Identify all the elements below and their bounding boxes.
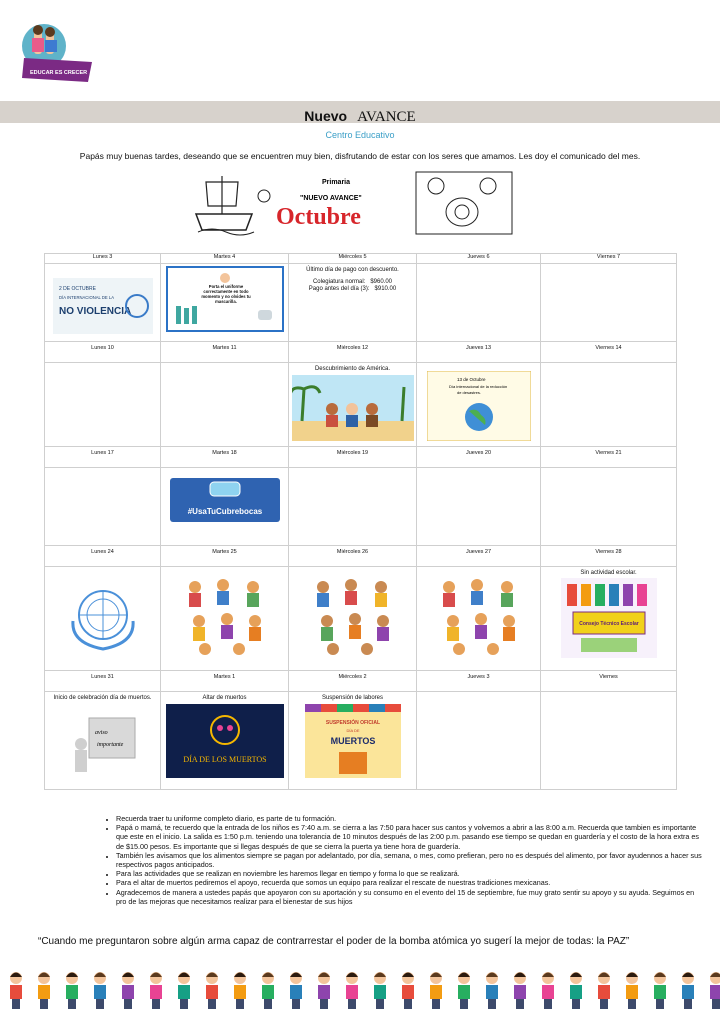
day-header: Viernes 7 [541,254,677,264]
day-header: Martes 25 [161,546,289,567]
kid-legs [600,999,608,1009]
kid-legs [208,999,216,1009]
day-cell [45,692,161,790]
kid-legs [656,999,664,1009]
kid-legs [12,999,20,1009]
kid-hair [94,973,106,978]
kid-legs [320,999,328,1009]
pirate-ship-illustration [196,176,270,235]
day-header: Martes 11 [161,342,289,363]
kid-hair [374,973,386,978]
day-cell [417,567,541,671]
kid-hair [178,973,190,978]
svg-text:Consejo Técnico Escolar: Consejo Técnico Escolar [578,621,639,627]
kid-hair [234,973,246,978]
kid-legs [376,999,384,1009]
svg-text:DÍA INTERNACIONAL DE LA: DÍA INTERNACIONAL DE LA [58,295,114,300]
kid-body [682,985,694,999]
kid-hair [318,973,330,978]
day-header: Lunes 24 [45,546,161,567]
kid-hair [626,973,638,978]
day-cell [45,567,161,671]
kid-legs [460,999,468,1009]
list-item: • Para las actividades que se realizan en noviembre les haremos llegar en tiempo y forma lo que se realizará. [116,869,706,878]
kid-legs [712,999,720,1009]
day-header: Lunes 17 [45,447,161,468]
day-cell [541,692,677,790]
kid-legs [180,999,188,1009]
title-avance: AVANCE [357,109,416,125]
day-cell [417,363,541,447]
kid-legs [152,999,160,1009]
payment-normal: Colegiatura normal: $960.00 [312,279,393,285]
day-header: Viernes [541,671,677,692]
logo-caption: EDUCAR ES CRECER [30,70,88,76]
kid-hair [654,973,666,978]
day-cell [161,692,289,790]
kid-hair [430,973,442,978]
cell-note: Inicio de celebración día de muertos. [53,695,152,701]
kids-costumes-image [429,573,529,663]
list-item: • También les avisamos que los alimentos siempre se pagan por adelantado, por día, semana, o mes, como prefieran, pero no es después del alimento, por favor ayudennos a hacer sus respectivos pagos anticipados. [116,851,706,869]
day-cell [289,363,417,447]
day-cell [417,468,541,546]
kid-body [346,985,358,999]
svg-text:#UsaTuCubrebocas: #UsaTuCubrebocas [187,507,262,516]
day-cell [289,567,417,671]
payment-title: Último día de pago con descuento. [306,267,399,273]
kid-hair [290,973,302,978]
usa-cubrebocas-image [170,478,280,522]
kid-body [66,985,78,999]
list-item: • Agradecemos de manera a ustedes papás que apoyaron con su aportación y su consumo en el evento del 15 de septiembre, fue muy grato sentir su apoyo y su ayuda. Seguimos en pro de las mejoras que necesitamos realizar para el bienestar de sus hijos [116,888,706,906]
svg-text:2 DE OCTUBRE: 2 DE OCTUBRE [58,286,96,292]
consejo-tecnico-image [561,578,657,658]
kid-hair [514,973,526,978]
day-header: Jueves 6 [417,254,541,264]
kid-body [710,985,720,999]
day-cell [45,468,161,546]
kid-legs [628,999,636,1009]
kid-legs [292,999,300,1009]
disaster-reduction-image [427,371,531,441]
day-header: Lunes 10 [45,342,161,363]
calendar-table [44,253,677,790]
kid-body [514,985,526,999]
kid-legs [236,999,244,1009]
page-subtitle: Centro Educativo [325,130,395,140]
month-banner [192,170,518,240]
day-header: Lunes 31 [45,671,161,692]
kid-body [654,985,666,999]
day-header: Miércoles 19 [289,447,417,468]
day-cell [289,468,417,546]
kids-border-illustration [0,968,720,1012]
kid-body [626,985,638,999]
kid-legs [516,999,524,1009]
svg-text:aviso: aviso [94,730,108,736]
kid-legs [404,999,412,1009]
cell-note: Suspensión de labores [321,695,384,701]
discovery-america-image [292,375,414,441]
day-cell [417,692,541,790]
list-item: • Papá o mamá, te recuerdo que la entrada de los niños es 7:40 a.m. se cierra a las 7:50 para hacer sus cantos y volvemos a abrir a las 8:00 a.m. Recuerda que tambien es importante que este en el inicio. La salida es 1:50 p.m. teniendo una tolerancia de 10 minutos después de las 2:00 p.m. pasando ese tiempo se quedan en guardería y el costo de la hora extra es de $15.00 pesos. Es importante que si llegas después de que se cierra la puerta ya tiene hora de guardería. [116,823,706,851]
day-cell [541,468,677,546]
kids-illustration [416,172,512,234]
day-cell [289,264,417,342]
day-cell [289,692,417,790]
day-header: Viernes 21 [541,447,677,468]
day-header: Lunes 3 [45,254,161,264]
kid-body [234,985,246,999]
day-cell [45,363,161,447]
kid-hair [206,973,218,978]
kid-body [206,985,218,999]
un-emblem-image [63,581,143,653]
reminders-list [106,814,706,906]
payment-early: Pago antes del día (3): $910.00 [308,286,397,292]
cell-note: Descubrimiento de América. [314,366,391,372]
kid-legs [96,999,104,1009]
cell-note: Sin actividad escolar. [580,570,637,576]
cell-note: Altar de muertos [202,695,247,701]
kid-hair [458,973,470,978]
kid-hair [150,973,162,978]
day-cell [417,264,541,342]
kid-hair [346,973,358,978]
kid-body [430,985,442,999]
banner-month: Octubre [276,204,361,230]
svg-text:NO VIOLENCIA: NO VIOLENCIA [58,306,131,317]
day-cell [541,363,677,447]
kid-body [598,985,610,999]
day-cell [45,264,161,342]
kid-body [178,985,190,999]
svg-text:Día internacional de la reducc: Día internacional de la reducción [448,384,507,389]
kid-body [486,985,498,999]
kid-body [10,985,22,999]
day-header: Viernes 28 [541,546,677,567]
day-header: Jueves 3 [417,671,541,692]
svg-text:SUSPENSIÓN OFICIAL: SUSPENSIÓN OFICIAL [325,720,380,726]
svg-text:de desastres.: de desastres. [456,390,481,395]
kid-hair [570,973,582,978]
kid-hair [486,973,498,978]
kid-legs [264,999,272,1009]
day-header: Martes 4 [161,254,289,264]
kid-body [458,985,470,999]
day-cell [161,468,289,546]
day-header: Martes 18 [161,447,289,468]
kid-hair [682,973,694,978]
uniform-reminder-image: Porta el uniforme correctamente en todo momento y no olvides tu mascarilla. [166,266,284,332]
kid-body [318,985,330,999]
svg-text:DÍA DE LOS MUERTOS: DÍA DE LOS MUERTOS [182,755,267,764]
kid-hair [10,973,22,978]
banner-name: "NUEVO AVANCE" [300,195,362,202]
kid-legs [572,999,580,1009]
suspension-oficial-image [305,704,401,778]
kid-hair [598,973,610,978]
svg-text:13 de Octubre: 13 de Octubre [456,377,486,382]
no-violence-image [53,278,153,334]
kid-hair [542,973,554,978]
page-title [0,108,720,126]
title-nuevo: Nuevo [304,108,348,124]
kid-legs [432,999,440,1009]
kid-hair [66,973,78,978]
kid-legs [488,999,496,1009]
dia-de-muertos-image [166,704,284,778]
day-header: Miércoles 12 [289,342,417,363]
kid-body [262,985,274,999]
day-cell [161,567,289,671]
day-header: Miércoles 2 [289,671,417,692]
kid-legs [544,999,552,1009]
day-header: Miércoles 26 [289,546,417,567]
kid-legs [348,999,356,1009]
svg-text:MUERTOS: MUERTOS [330,736,375,746]
kid-legs [68,999,76,1009]
kid-legs [40,999,48,1009]
day-header: Martes 1 [161,671,289,692]
aviso-importante-image [63,708,143,778]
day-header: Jueves 20 [417,447,541,468]
kid-body [374,985,386,999]
day-cell [161,363,289,447]
list-item: • Para el altar de muertos pediremos el apoyo, recuerda que somos un equipo para realizar el rescate de nuestras tradiciones mexicanas. [116,878,706,887]
kid-body [290,985,302,999]
kid-hair [122,973,134,978]
kid-body [150,985,162,999]
day-header: Jueves 13 [417,342,541,363]
day-header: Miércoles 5 [289,254,417,264]
list-item: • Recuerda traer tu uniforme completo diario, es parte de tu formación. [116,814,706,823]
kid-hair [402,973,414,978]
kid-legs [124,999,132,1009]
day-header: Viernes 14 [541,342,677,363]
kid-body [570,985,582,999]
kid-hair [38,973,50,978]
peace-quote: “Cuando me preguntaron sobre algún arma capaz de contrarrestar el poder de la bomba atómica yo sugerí la mejor de todas: la PAZ” [38,936,630,947]
day-cell [161,264,289,342]
svg-text:importante: importante [96,742,123,748]
banner-school: Primaria [322,179,351,186]
kid-legs [684,999,692,1009]
kid-hair [262,973,274,978]
kids-costumes-image [303,573,403,663]
kid-body [94,985,106,999]
school-logo [22,18,100,88]
greeting-text: Papás muy buenas tardes, deseando que se encuentren muy bien, disfrutando de estar con los seres que amamos. Les doy el comunicado del mes. [79,151,641,161]
day-cell [541,264,677,342]
kid-body [122,985,134,999]
kids-costumes-image [175,573,275,663]
day-cell [541,567,677,671]
kid-body [402,985,414,999]
kid-body [38,985,50,999]
kid-body [542,985,554,999]
svg-text:DÍA DE: DÍA DE [345,728,360,733]
day-header: Jueves 27 [417,546,541,567]
